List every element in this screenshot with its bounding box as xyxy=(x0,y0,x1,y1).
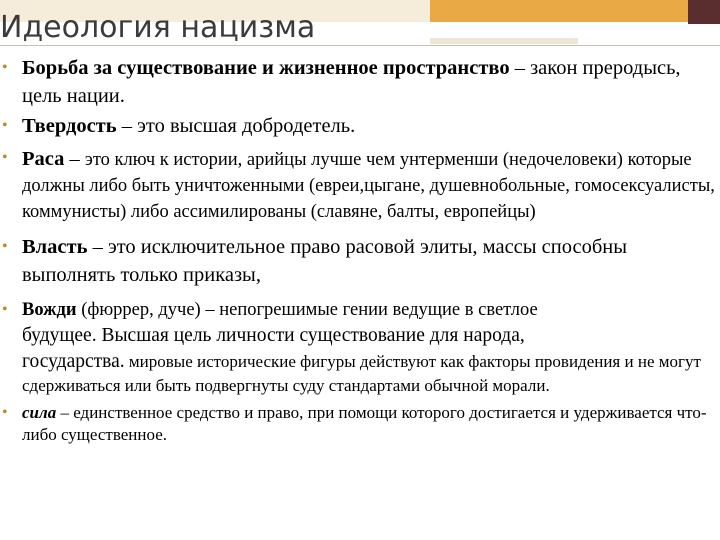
bullet-icon: • xyxy=(2,59,8,76)
list-item xyxy=(0,54,718,110)
bullet-text: (фюррер, дуче) – непогрешимые гении ведущие в светлое xyxy=(76,300,538,320)
header-decor-orange xyxy=(430,0,688,22)
bullet-term: сила xyxy=(22,403,57,422)
bullet-icon: • xyxy=(2,238,8,255)
list-item xyxy=(0,402,718,446)
bullet-text: – xyxy=(64,148,85,170)
title-decor xyxy=(430,38,578,44)
bullet-icon: • xyxy=(2,301,8,318)
slide-content xyxy=(0,54,718,446)
bullet-text-small: это ключ к истории, арийцы лучше чем унтерменши (недочеловеки) которые должны либо быть уничтоженными (евреи,цыгане, душевнобольные, гомосексуалисты, коммунисты) либо ассимилированы (славяне, балты, европейцы) xyxy=(22,150,715,222)
header-decor-dark xyxy=(688,0,720,24)
list-item xyxy=(0,145,718,225)
bullet-icon: • xyxy=(2,117,8,134)
bullet-text: будущее. Высшая цель личности существование для народа, xyxy=(22,325,525,346)
bullet-term: Власть xyxy=(22,236,88,258)
bullet-term: Вожди xyxy=(22,300,77,320)
bullet-text: – это исключительное право расовой элиты, массы способны выполнять только приказы, xyxy=(22,236,628,286)
slide-title: Идеология нацизма xyxy=(0,10,316,45)
bullet-term: Борьба за существование и жизненное пространство xyxy=(22,57,510,79)
bullet-text: – это высшая добродетель. xyxy=(116,115,356,137)
bullet-text: – закон преродысь, цель нации. xyxy=(22,57,681,107)
bullet-term: Раса xyxy=(22,148,65,170)
list-item xyxy=(0,233,718,289)
list-item xyxy=(0,297,718,397)
bullet-text: государства. xyxy=(22,351,125,372)
bullet-text-small: мировые исторические фигуры действуют как факторы провидения и не могут сдерживаться или быть подвергнуты суду стандартами обычной морали. xyxy=(22,352,701,395)
bullet-term: Твердость xyxy=(22,115,117,137)
list-item xyxy=(0,112,718,140)
bullet-icon: • xyxy=(2,404,8,421)
bullet-icon: • xyxy=(2,149,8,166)
bullet-text: – единственное средство и право, при помощи которого достигается и удерживается что-либо существенное. xyxy=(22,403,707,444)
